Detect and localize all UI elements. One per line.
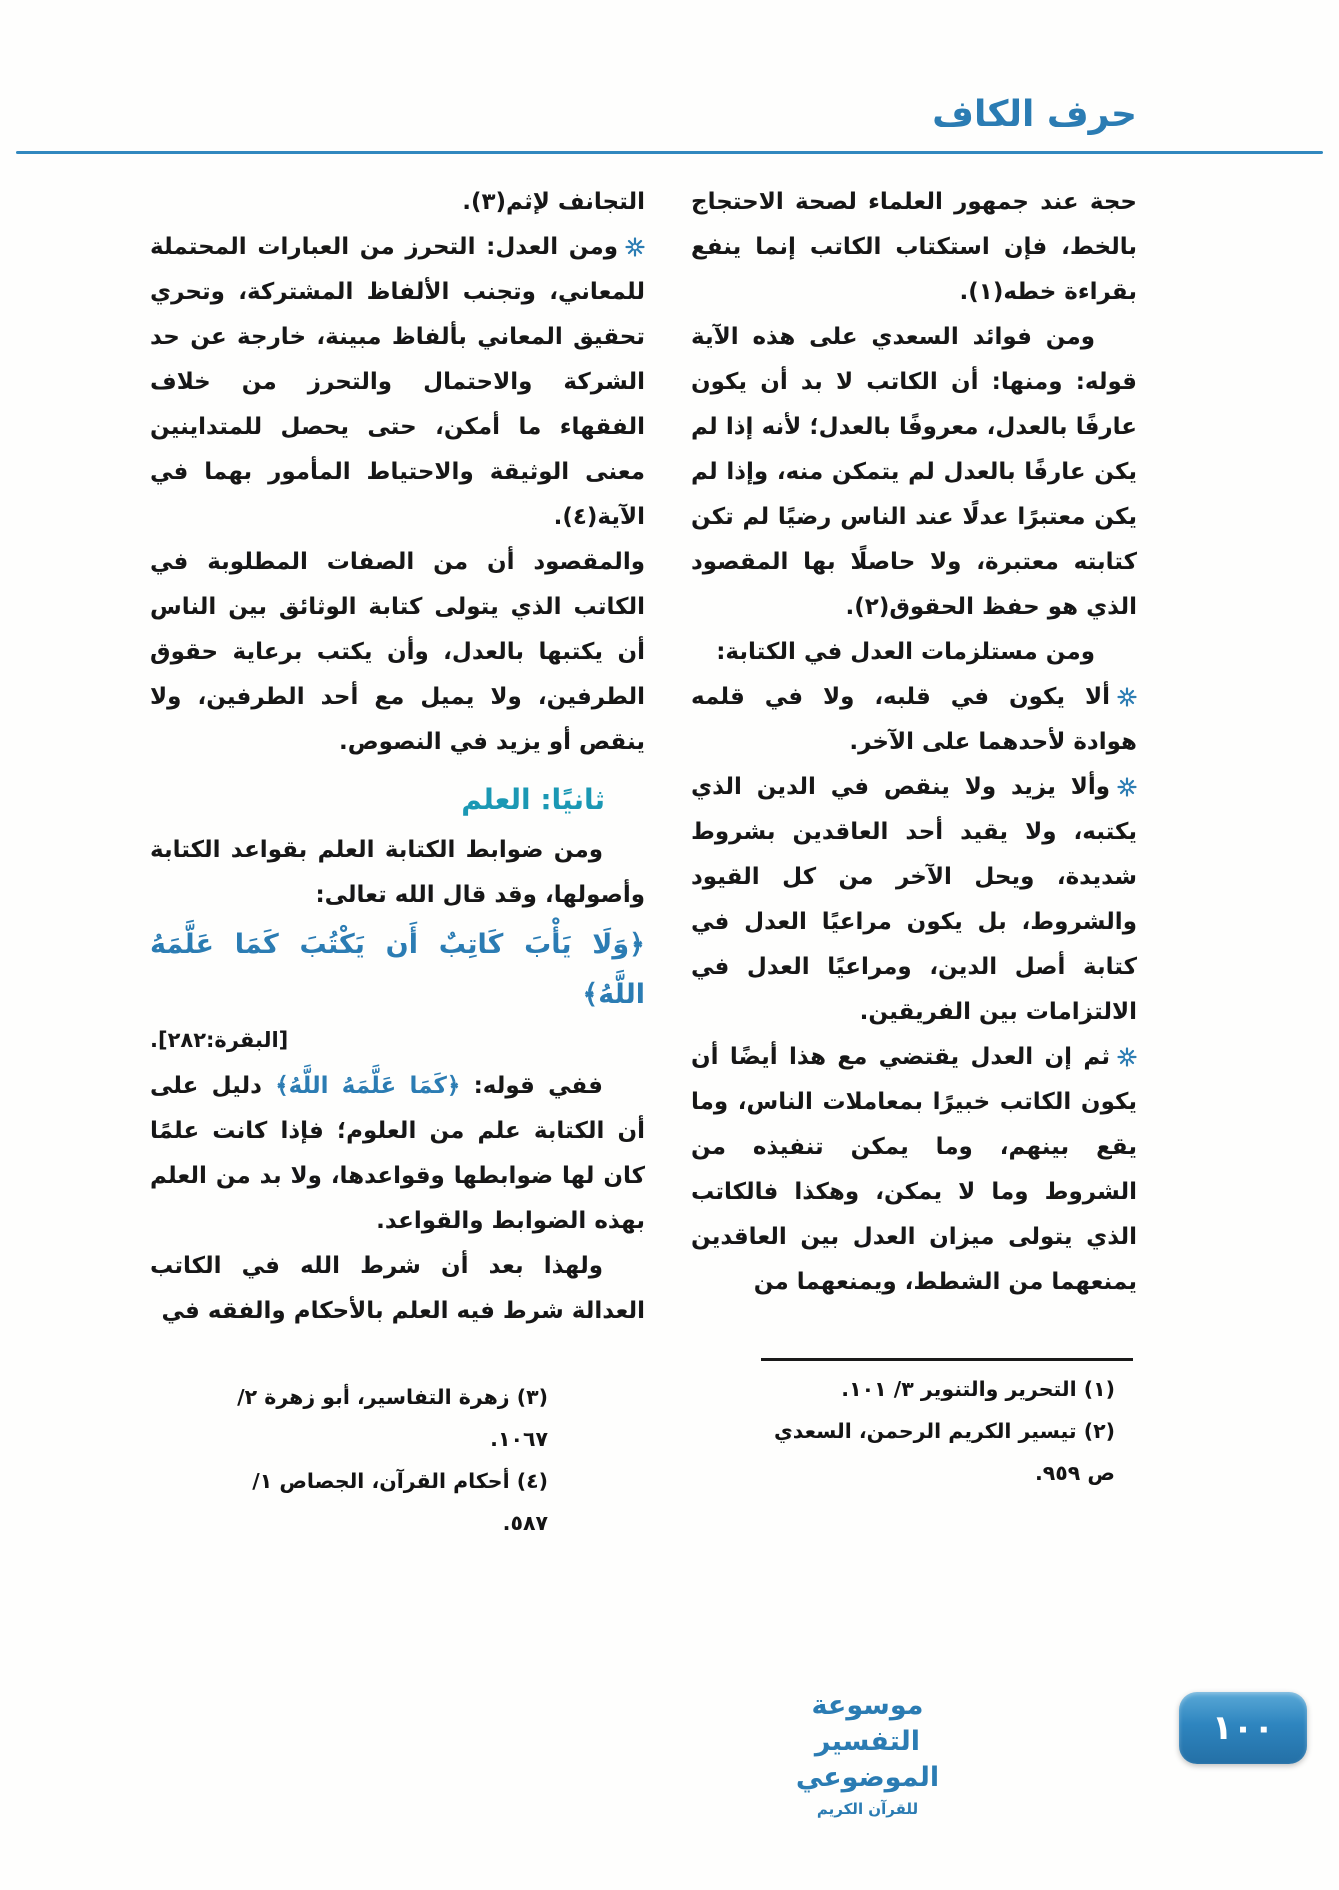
publisher-logo-subtitle: للقرآن الكريم [816, 1800, 919, 1818]
paragraph: والمقصود أن من الصفات المطلوبة في الكاتب الذي يتولى كتابة الوثائق بين الناس أن يكتبها بالعدل، وأن يكتب برعاية حقوق الطرفين، ولا يميل مع أحد الطرفين، ولا ينقص أو يزيد في النصوص. [150, 549, 645, 755]
footnotes-right [753, 1368, 1115, 1494]
ornament-bullet-icon [618, 225, 645, 270]
inline-quran-verse: ﴿كَمَا عَلَّمَهُ اللَّهُ﴾ [275, 1073, 461, 1099]
ornament-bullet-icon [1110, 675, 1137, 720]
bullet-item [691, 675, 1137, 765]
footnote-separator [761, 1358, 1133, 1361]
paragraph: ومن مستلزمات العدل في الكتابة: [716, 639, 1095, 665]
footnote: (٤) أحكام القرآن، الجصاص ١/ ٥٨٧. [252, 1469, 548, 1535]
page-header-title: حرف الكاف [932, 94, 1137, 135]
column-right [691, 180, 1137, 1356]
paragraph: ولهذا بعد أن شرط الله في الكاتب العدالة شرط فيه العلم بالأحكام والفقه في [150, 1253, 645, 1324]
bullet-text: ألا يكون في قلبه، ولا في قلمه هوادة لأحدهما على الآخر. [691, 684, 1137, 755]
footnotes-left [210, 1376, 548, 1544]
bullet-item [691, 765, 1137, 1035]
publisher-logo-title: موسوعة التفسير الموضوعي [795, 1690, 940, 1793]
footnote: (١) التحرير والتنوير ٣/ ١٠١. [841, 1377, 1115, 1401]
paragraph [150, 1064, 645, 1244]
quran-verse: ﴿وَلَا يَأْبَ كَاتِبٌ أَن يَكْتُبَ كَمَا عَلَّمَهُ اللَّهُ﴾ [150, 929, 645, 1010]
page-number-badge [1179, 1692, 1307, 1764]
paragraph: التجانف لإثم(٣). [462, 189, 645, 215]
publisher-logo [760, 1688, 975, 1818]
bullet-item [150, 225, 645, 540]
paragraph: ومن فوائد السعدي على هذه الآية قوله: ومنها: أن الكاتب لا بد أن يكون عارفًا بالعدل، معروفًا بالعدل؛ لأنه إذا لم يكن عارفًا بالعدل لم يتمكن منه، وإذا لم يكن معتبرًا عدلًا عند الناس رضيًا لم تكن كتابته معتبرة، ولا حاصلًا بها المقصود الذي هو حفظ الحقوق(٢). [691, 324, 1137, 620]
bullet-text: ومن العدل: التحرز من العبارات المحتملة للمعاني، وتجنب الألفاظ المشتركة، وتحري تحقيق المعاني بألفاظ مبينة، خارجة عن حد الشركة والاحتمال والتحرز من خلاف الفقهاء ما أمكن، حتى يحصل للمتداينين معنى الوثيقة والاحتياط المأمور بهما في الآية(٤). [150, 234, 645, 530]
ornament-bullet-icon [1110, 1035, 1137, 1080]
paragraph-text: ففي قوله: [460, 1073, 603, 1099]
bullet-item [691, 1035, 1137, 1305]
page-number: ١٠٠ [1211, 1708, 1275, 1748]
paragraph: ومن ضوابط الكتابة العلم بقواعد الكتابة وأصولها، وقد قال الله تعالى: [150, 837, 645, 908]
bullet-text: ثم إن العدل يقتضي مع هذا أيضًا أن يكون الكاتب خبيرًا بمعاملات الناس، وما يقع بينهم، وما يمكن تنفيذه من الشروط وما لا يمكن، وهكذا فالكاتب الذي يتولى ميزان العدل بين العاقدين يمنعهما من الشطط، ويمنعهما من [691, 1044, 1137, 1295]
header-rule [16, 151, 1323, 154]
verse-reference: [البقرة:٢٨٢]. [150, 1028, 289, 1052]
paragraph: حجة عند جمهور العلماء لصحة الاحتجاج بالخط، فإن استكتاب الكاتب إنما ينفع بقراءة خطه(١). [691, 189, 1137, 305]
text-columns [150, 180, 1137, 1356]
column-left [150, 180, 645, 1356]
footnote: (٢) تيسير الكريم الرحمن، السعدي ص ٩٥٩. [773, 1419, 1115, 1485]
paragraph-text: دليل على أن الكتابة علم من العلوم؛ فإذا كانت علمًا كان لها ضوابطها وقواعدها، ولا بد من العلم بهذه الضوابط والقواعد. [150, 1073, 645, 1234]
section-heading: ثانيًا: العلم [461, 783, 605, 816]
bullet-text: وألا يزيد ولا ينقص في الدين الذي يكتبه، ولا يقيد أحد العاقدين بشروط شديدة، ويحل الآخر من كل القيود والشروط، بل يكون مراعيًا العدل في كتابة أصل الدين، ومراعيًا العدل في الالتزامات بين الفريقين. [691, 774, 1137, 1025]
footnote: (٣) زهرة التفاسير، أبو زهرة ٢/ ١٠٦٧. [237, 1385, 548, 1451]
ornament-bullet-icon [1110, 765, 1137, 810]
